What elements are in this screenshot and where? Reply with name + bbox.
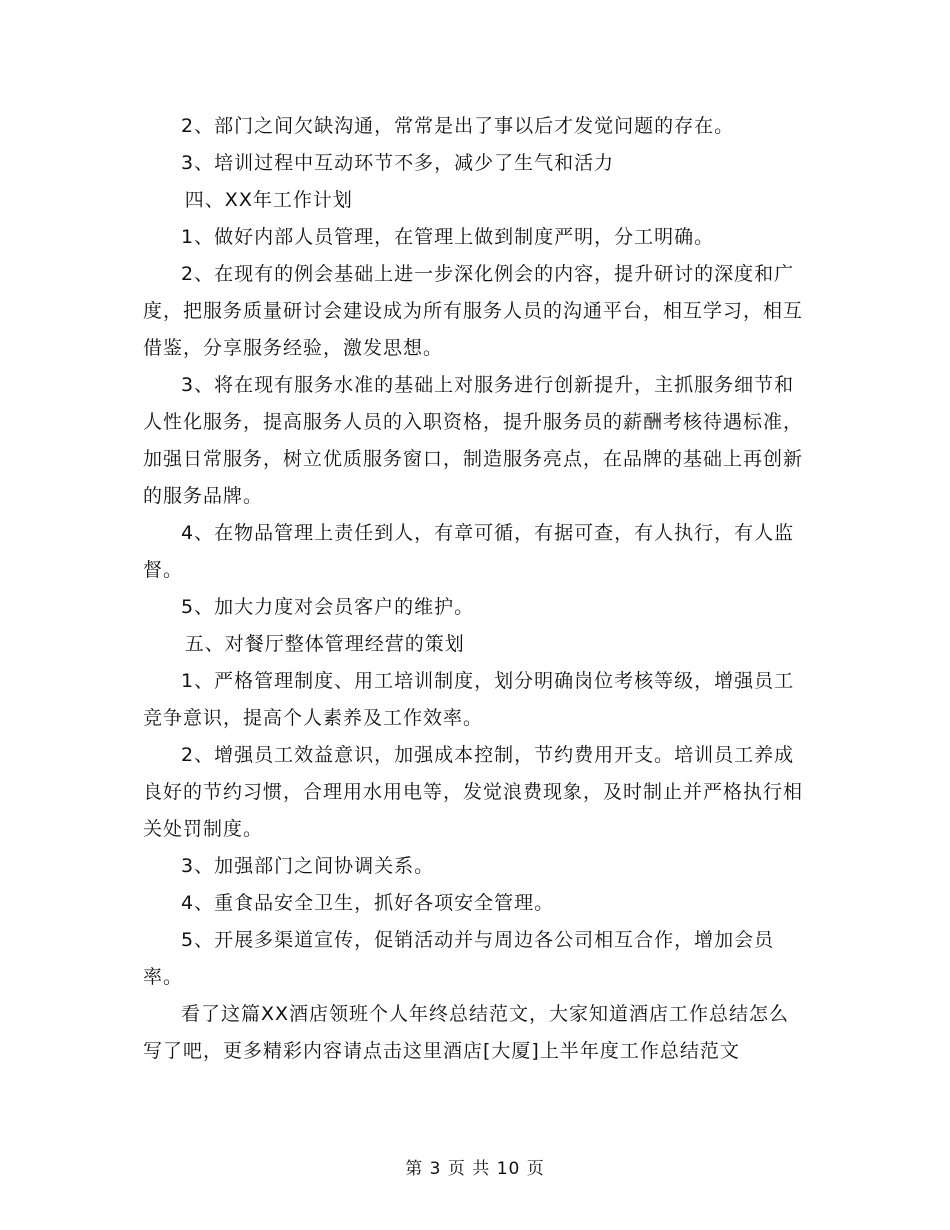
section-heading-work-plan: 四、XX年工作计划 [184,189,353,211]
paragraph-strategy-5: 5、开展多渠道宣传，促销活动并与周边各公司相互合作，增加会员率。 [143,929,775,988]
paragraph-plan-1: 1、做好内部人员管理，在管理上做到制度严明，分工明确。 [181,226,715,248]
paragraph-strategy-2: 2、增强员工效益意识，加强成本控制，节约费用开支。培训员工养成良好的节约习惯，合理用水用电等，发觉浪费现象，及时制止并严格执行相关处罚制度。 [143,744,804,840]
paragraph-plan-2: 2、在现有的例会基础上进一步深化例会的内容，提升研讨的深度和广度，把服务质量研讨会建设成为所有服务人员的沟通平台，相互学习，相互借鉴，分享服务经验，激发思想。 [143,263,804,359]
section-heading-restaurant-strategy: 五、对餐厅整体管理经营的策划 [184,633,465,655]
paragraph-problem-communication: 2、部门之间欠缺沟通，常常是出了事以后才发觉问题的存在。 [181,115,735,137]
paragraph-plan-5: 5、加大力度对会员客户的维护。 [181,596,475,618]
paragraph-problem-training: 3、培训过程中互动环节不多，减少了生气和活力 [181,152,615,174]
paragraph-closing-note: 看了这篇XX酒店领班个人年终总结范文，大家知道酒店工作总结怎么写了吧，更多精彩内容请点击这里酒店[大厦]上半年度工作总结范文 [143,1003,790,1062]
page-number-footer: 第 3 页 共 10 页 [405,1159,545,1179]
paragraph-plan-4: 4、在物品管理上责任到人，有章可循，有据可查，有人执行，有人监督。 [143,522,795,581]
document-body [143,108,808,1070]
paragraph-strategy-1: 1、严格管理制度、用工培训制度，划分明确岗位考核等级，增强员工竞争意识，提高个人素养及工作效率。 [143,670,795,729]
paragraph-strategy-3: 3、加强部门之间协调关系。 [181,855,435,877]
paragraph-strategy-4: 4、重食品安全卫生，抓好各项安全管理。 [181,892,555,914]
paragraph-plan-3: 3、将在现有服务水准的基础上对服务进行创新提升，主抓服务细节和人性化服务，提高服务人员的入职资格，提升服务员的薪酬考核待遇标准，加强日常服务，树立优质服务窗口，制造服务亮点，在品牌的基础上再创新的服务品牌。 [143,374,804,507]
